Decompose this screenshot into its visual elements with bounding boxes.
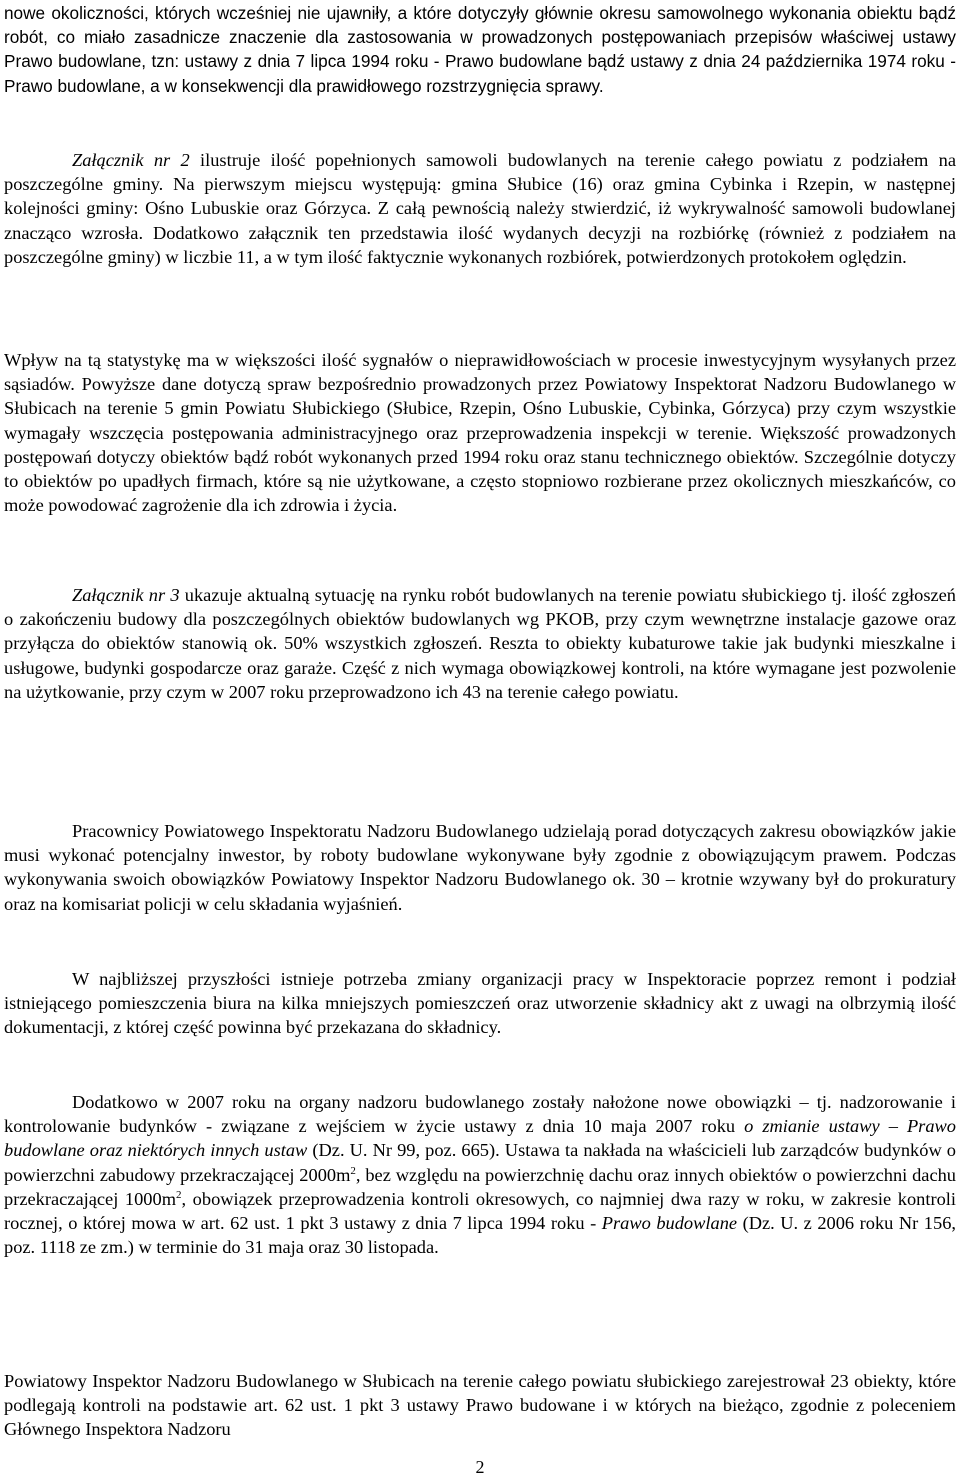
annex-3-reference: Załącznik nr 3 (72, 585, 180, 605)
paragraph-7 (4, 1090, 956, 1259)
paragraph-5: Pracownicy Powiatowego Inspektoratu Nadzoru Budowlanego udzielają porad dotyczących zakresu obowiązków jakie musi wykonać potencjalny inwestor, by roboty budowlane wykonywane były zgodnie z obowiązującym prawem. Podczas wykonywania swoich obowiązków Powiatowy Inspektor Nadzoru Budowlanego ok. 30 – krotnie wzywany był do prokuratury oraz na komisariat policji w celu składania wyjaśnień. (4, 821, 956, 914)
paragraph-3: Wpływ na tą statystykę ma w większości ilość sygnałów o nieprawidłowościach w procesie inwestycyjnym wysyłanych przez sąsiadów. Powyższe dane dotyczą spraw bezpośrednio prowadzonych przez Powiatowy Inspektorat Nadzoru Budowlanego w Słubicach na terenie 5 gmin Powiatu Słubickiego (Słubice, Rzepin, Ośno Lubuskie, Cybinka, Górzyca) przy czym wszystkie wymagały wszczęcia postępowania administracyjnego oraz przeprowadzenia inspekcji w terenie. Większość prowadzonych postępowań dotyczy obiektów bądź robót wykonanych przed 1994 roku oraz stanu technicznego obiektów. Szczególnie dotyczy to obiektów po upadłych firmach, które są nie użytkowane, a często stopniowo rozbierane przez okolicznych mieszkańców, co może powodować zagrożenie dla ich zdrowia i życia. (4, 350, 956, 516)
paragraph-7-text-a: Dodatkowo w 2007 roku na organy nadzoru budowlanego zostały nałożone nowe obowiązki – tj. nadzorowanie i kontrolowanie budynków - związane z wejściem w życie ustawy z dnia 10 maja 2007 roku (4, 1092, 956, 1137)
paragraph-8: Powiatowy Inspektor Nadzoru Budowlanego w Słubicach na terenie całego powiatu słubickiego zarejestrował 23 obiekty, które podlegają kontroli na podstawie art. 62 ust. 1 pkt 3 ustawy Prawo budowane i w których na bieżąco, zgodnie z poleceniem Głównego Inspektora Nadzoru (4, 1371, 956, 1440)
act-title: o zmianie ustawy – Prawo budowlane oraz niektórych innych ustaw (4, 1116, 956, 1161)
paragraph-7-text-d: , obowiązek przeprowadzenia kontroli okresowych, co najmniej dwa razy w roku, w zakresie kontroli rocznej, o której mowa w art. 62 ust. 1 pkt 3 ustawy z dnia 7 lipca 1994 roku - (4, 1188, 956, 1234)
paragraph-1: nowe okoliczności, których wcześniej nie ujawniły, a które dotyczyły głównie okresu samowolnego wykonania obiektu bądź robót, co miało zasadnicze znaczenie dla zastosowania w prowadzonych postępowaniach przepisów właściwej ustawy Prawo budowlane, tzn: ustawy z dnia 7 lipca 1994 roku - Prawo budowlane bądź ustawy z dnia 24 października 1974 roku - Prawo budowlane, a w konsekwencji dla prawidłowego rozstrzygnięcia sprawy. (4, 3, 956, 96)
act-name: Prawo budowlane (601, 1213, 738, 1234)
paragraph-4-text: ukazuje aktualną sytuację na rynku robót budowlanych na terenie powiatu słubickiego tj. ilość zgłoszeń o zakończeniu budowy dla poszczególnych obiektów budowlanych wg PKOB, przy czym wewnętrzne instalacje gazowe oraz przyłącza do obiektów stanowią ok. 50% wszystkich zgłoszeń. Reszta to obiekty kubaturowe takie jak budynki mieszkalne i usługowe, budynki gospodarcze oraz garaże. Część z nich wymaga obowiązkowej kontroli, na które wymagane jest pozwolenie na użytkowanie, przy czym w 2007 roku przeprowadzono ich 43 na terenie całego powiatu. (4, 585, 956, 702)
paragraph-7-text-e: (Dz. U. z 2006 roku Nr 156, poz. 1118 ze zm.) w terminie do 31 maja oraz 30 listopada. (4, 1213, 956, 1258)
paragraph-2 (4, 148, 956, 269)
page-number: 2 (475, 1457, 485, 1477)
annex-2-reference: Załącznik nr 2 (72, 150, 190, 170)
superscript-area-1: 2 (350, 1164, 356, 1177)
paragraph-7-text-b: (Dz. U. Nr 99, poz. 665). Ustawa ta nakłada na właścicieli lub zarządców budynków o powierzchni zabudowy przekraczającej 2000m (4, 1140, 956, 1185)
paragraph-2-text: ilustruje ilość popełnionych samowoli budowlanych na terenie całego powiatu z podziałem na poszczególne gminy. Na pierwszym miejscu występują: gmina Słubice (16) oraz gmina Cybinka i Rzepin, w następnej kolejności gminy: Ośno Lubuskie oraz Górzyca. Z całą pewnością należy stwierdzić, iż wykrywalność samowoli budowlanej znacząco wzrosła. Dodatkowo załącznik ten przedstawia ilość wydanych decyzji na rozbiórkę (również z podziałem na poszczególne gminy) w liczbie 11, a w tym ilość faktycznie wykonanych rozbiórek, potwierdzonych protokołem oględzin. (4, 150, 956, 267)
paragraph-6: W najbliższej przyszłości istnieje potrzeba zmiany organizacji pracy w Inspektoracie poprzez remont i podział istniejącego pomieszczenia biura na kilka mniejszych pomieszczeń oraz utworzenie składnicy akt z uwagi na olbrzymią ilość dokumentacji, z której część powinna być przekazana do składnicy. (4, 969, 956, 1038)
paragraph-4 (4, 583, 956, 704)
paragraph-7-text-c: , bez względu na powierzchnię dachu oraz innych obiektów o powierzchni dachu przekraczającej 1000m (4, 1164, 956, 1209)
superscript-area-2: 2 (176, 1188, 182, 1201)
